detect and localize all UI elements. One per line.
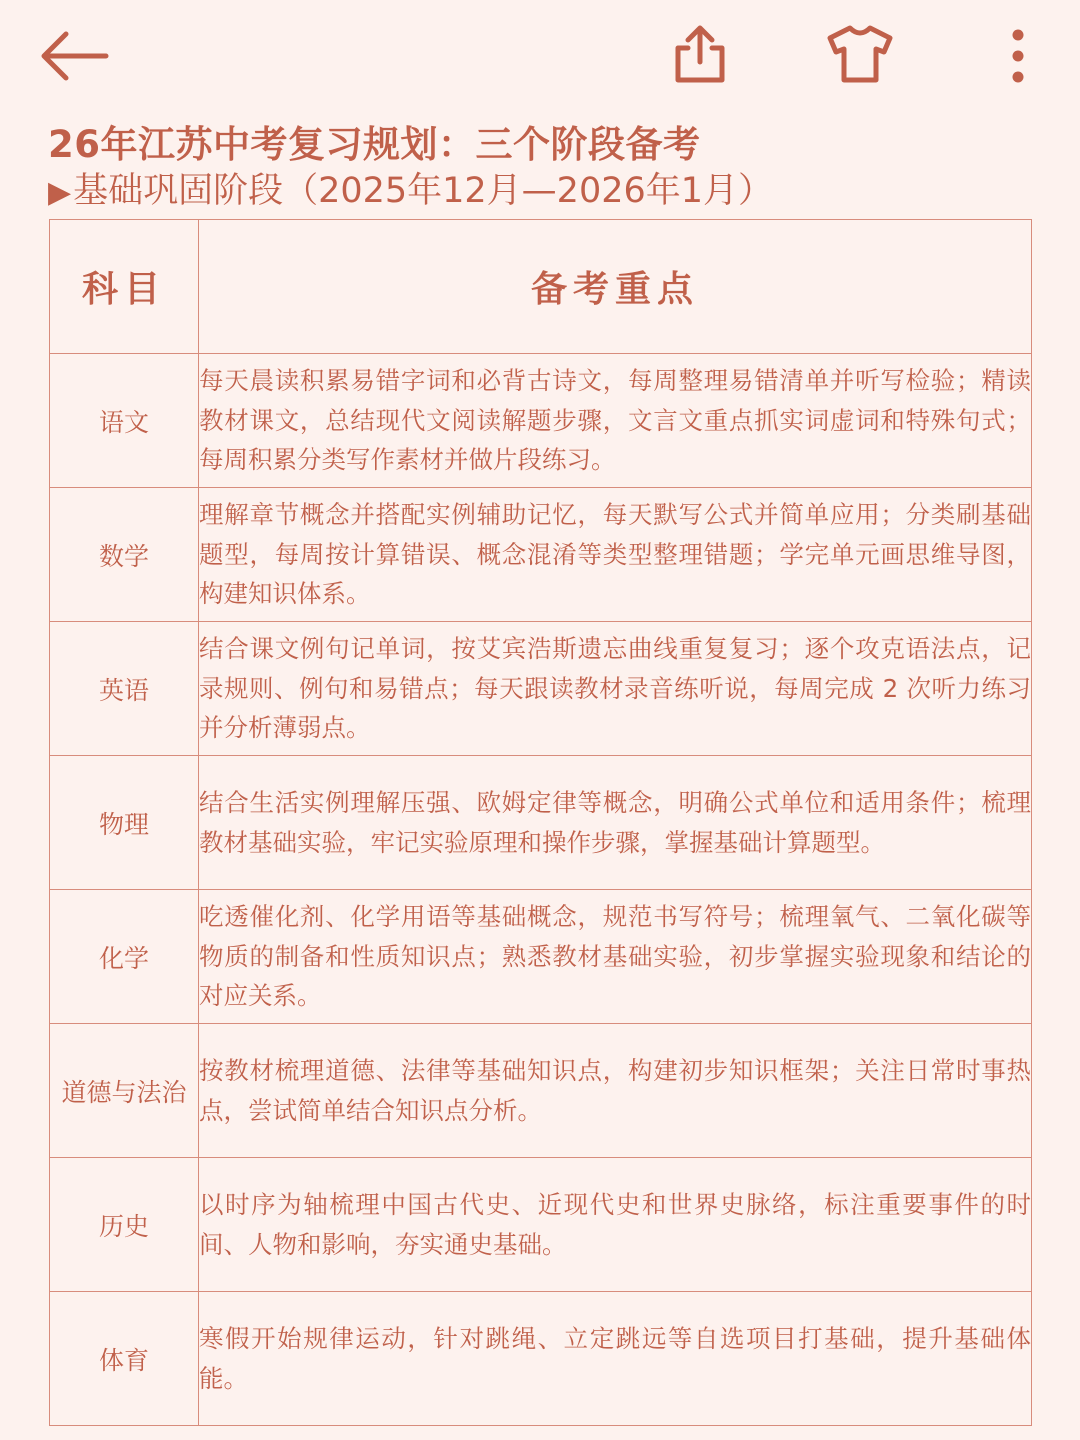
table-header-row [50, 220, 1032, 354]
triangle-marker-icon: ▶ [48, 175, 72, 210]
table-row [50, 622, 1032, 756]
subject-cell: 化学 [50, 890, 199, 1024]
subject-cell: 道德与法治 [50, 1024, 199, 1158]
focus-cell: 吃透催化剂、化学用语等基础概念，规范书写符号；梳理氧气、二氧化碳等物质的制备和性质知识点；熟悉教材基础实验，初步掌握实验现象和结论的对应关系。 [199, 890, 1032, 1024]
subject-cell: 数学 [50, 488, 199, 622]
share-icon[interactable] [668, 20, 732, 88]
subject-cell: 英语 [50, 622, 199, 756]
focus-cell: 每天晨读积累易错字词和必背古诗文，每周整理易错清单并听写检验；精读教材课文，总结现代文阅读解题步骤，文言文重点抓实词虚词和特殊句式；每周积累分类写作素材并做片段练习。 [199, 354, 1032, 488]
table-row [50, 1158, 1032, 1292]
stage-subtitle [48, 163, 773, 213]
more-vertical-icon[interactable] [1000, 26, 1036, 86]
table-row [50, 1292, 1032, 1426]
subject-cell: 体育 [50, 1292, 199, 1426]
table-row [50, 488, 1032, 622]
focus-cell: 结合生活实例理解压强、欧姆定律等概念，明确公式单位和适用条件；梳理教材基础实验，牢记实验原理和操作步骤，掌握基础计算题型。 [199, 756, 1032, 890]
focus-cell: 结合课文例句记单词，按艾宾浩斯遗忘曲线重复复习；逐个攻克语法点，记录规则、例句和易错点；每天跟读教材录音练听说，每周完成 2 次听力练习并分析薄弱点。 [199, 622, 1032, 756]
page-title: 26年江苏中考复习规划：三个阶段备考 [48, 123, 701, 166]
stage-subtitle-text: 基础巩固阶段（2025年12月—2026年1月） [73, 171, 774, 211]
column-header-subject: 科目 [50, 220, 199, 354]
study-plan-table [49, 219, 1032, 1426]
shirt-icon[interactable] [826, 22, 894, 84]
column-header-focus: 备考重点 [199, 220, 1032, 354]
subject-cell: 语文 [50, 354, 199, 488]
focus-cell: 按教材梳理道德、法律等基础知识点，构建初步知识框架；关注日常时事热点，尝试简单结合知识点分析。 [199, 1024, 1032, 1158]
focus-cell: 以时序为轴梳理中国古代史、近现代史和世界史脉络，标注重要事件的时间、人物和影响，夯实通史基础。 [199, 1158, 1032, 1292]
focus-cell: 寒假开始规律运动，针对跳绳、立定跳远等自选项目打基础，提升基础体能。 [199, 1292, 1032, 1426]
table-row [50, 756, 1032, 890]
table-row [50, 890, 1032, 1024]
top-toolbar [0, 0, 1080, 110]
focus-cell: 理解章节概念并搭配实例辅助记忆，每天默写公式并简单应用；分类刷基础题型，每周按计算错误、概念混淆等类型整理错题；学完单元画思维导图，构建知识体系。 [199, 488, 1032, 622]
back-arrow-icon[interactable] [36, 28, 110, 84]
table-row [50, 354, 1032, 488]
table-row [50, 1024, 1032, 1158]
subject-cell: 历史 [50, 1158, 199, 1292]
subject-cell: 物理 [50, 756, 199, 890]
